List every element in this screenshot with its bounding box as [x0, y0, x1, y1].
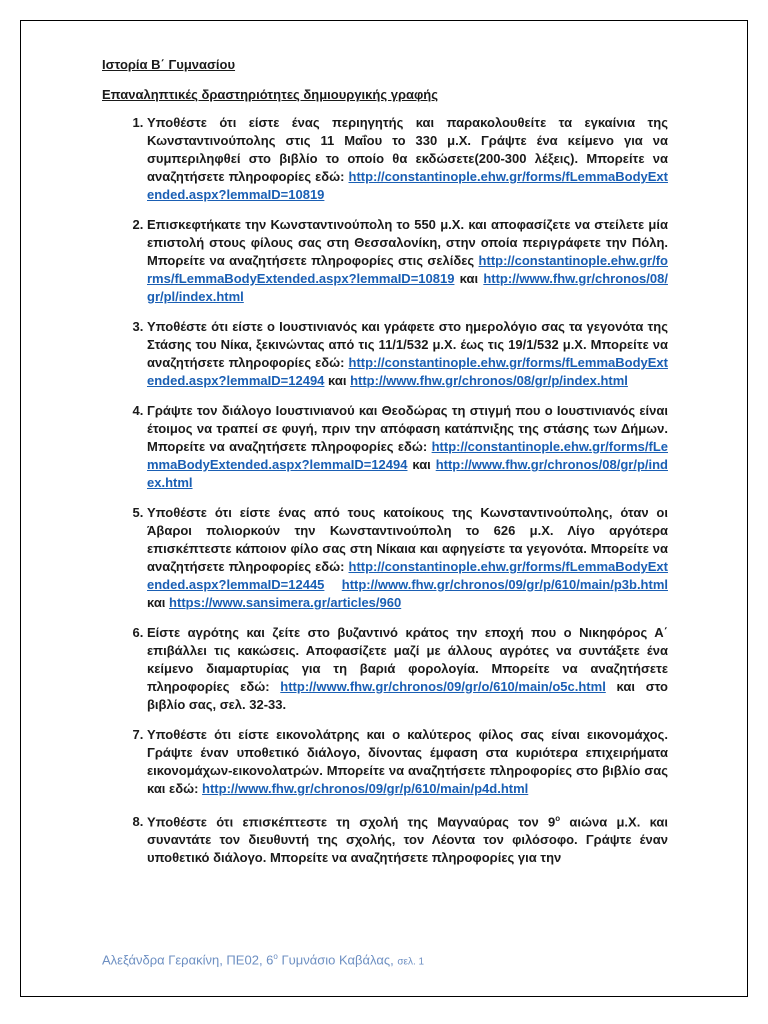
activity-item-1 — [147, 114, 668, 204]
activity-item-6 — [147, 624, 668, 714]
activity-link[interactable]: http://constantinople.ehw.gr/forms/fLemmaBodyExtended.aspx?lemmaID=10819 — [147, 169, 668, 202]
document-title: Ιστορία Β΄ Γυμνασίου — [102, 57, 236, 72]
activity-link[interactable]: https://www.sansimera.gr/articles/960 — [169, 595, 402, 610]
conjunction: και — [412, 457, 431, 472]
activity-link[interactable]: http://www.fhw.gr/chronos/09/gr/p/610/main/p3b.html — [341, 577, 668, 592]
activity-item-2 — [147, 216, 668, 306]
activity-link[interactable]: http://constantinople.ehw.gr/forms/fLemmaBodyExtended.aspx?lemmaID=12445 — [147, 559, 668, 592]
superscript: ο — [555, 814, 561, 823]
activity-tail: και στο βιβλίο σας, σελ. 32-33. — [147, 679, 668, 712]
activity-text: Υποθέστε ότι επισκέπτεστε τη σχολή της Μαγναύρας τον 9 — [147, 814, 556, 830]
superscript: ο — [273, 952, 278, 961]
footer-school: Γυμνάσιο Καβάλας, — [281, 952, 394, 968]
activity-link[interactable]: http://constantinople.ehw.gr/forms/fLemmaBodyExtended.aspx?lemmaID=10819 — [147, 253, 668, 286]
activity-item-5 — [147, 504, 668, 612]
activity-text: Είστε αγρότης και ζείτε στο βυζαντινό κράτος την εποχή που ο Νικηφόρος Α΄ επιβάλλει τις κακώσεις. Αποφασίζετε μαζί με άλλους αγρότες να συντάξετε ένα κείμενο διαμαρτυρίας για τη βαριά φορολογία. Μπορείτε να αναζητήσετε πληροφορίες εδώ: — [147, 625, 668, 694]
activity-link[interactable]: http://constantinople.ehw.gr/forms/fLemmaBodyExtended.aspx?lemmaID=12494 — [147, 439, 668, 472]
page-footer — [102, 952, 424, 967]
activity-item-7 — [147, 726, 668, 798]
activity-link[interactable]: http://www.fhw.gr/chronos/09/gr/p/610/main/p4d.html — [202, 781, 529, 796]
activity-text: Γράψτε τον διάλογο Ιουστινιανού και Θεοδώρας τη στιγμή που ο Ιουστινιανός είναι έτοιμος να τραπεί σε φυγή, πριν την απόφαση κατάπνιξης της στάσης των Δήμων. Μπορείτε να αναζητήσετε πληροφορίες εδώ: — [147, 403, 668, 454]
conjunction: και — [459, 271, 479, 286]
activity-list — [102, 114, 668, 867]
activity-text: Υποθέστε ότι είστε εικονολάτρης και ο καλύτερος φίλος σας είναι εικονομάχος. Γράψτε έναν υποθετικό διάλογο, δίνοντας έμφαση στα κυριότερα επιχειρήματα εικονομάχων-εικονολατρών. Μπορείτε να αναζητήσετε πληροφορίες στο βιβλίο σας και εδώ: — [147, 727, 668, 796]
activity-text: Υποθέστε ότι είστε ο Ιουστινιανός και γράφετε στο ημερολόγιο σας τα γεγονότα της Στάσης του Νίκα, ξεκινώντας από τις 11/1/532 μ.Χ. έως τις 19/1/532 μ.Χ. Μπορείτε να αναζητήσετε πληροφορίες εδώ: — [147, 319, 668, 370]
activity-item-8 — [147, 810, 668, 867]
activity-link[interactable]: http://www.fhw.gr/chronos/09/gr/o/610/main/o5c.html — [280, 679, 606, 694]
activity-text: Υποθέστε ότι είστε ένας περιηγητής και παρακολουθείτε τα εγκαίνια της Κωνσταντινούπολης στις 11 Μαΐου το 330 μ.Χ. Γράψτε ένα κείμενο για να συμπεριληφθεί στο βιβλίο το οποίο θα εκδώσετε(200-300 λέξεις). Μπορείτε να αναζητήσετε πληροφορίες εδώ: — [147, 115, 668, 184]
activity-item-4 — [147, 402, 668, 492]
activity-text: αιώνα μ.Χ. και συναντάτε τον διευθυντή της σχολής, τον Λέοντα τον φιλόσοφο. Γράψτε έναν υποθετικό διάλογο. Μπορείτε να αναζητήσετε πληροφορίες για την — [147, 814, 668, 866]
document-subtitle: Επαναληπτικές δραστηριότητες δημιουργικής γραφής — [102, 87, 438, 102]
document-body — [102, 56, 668, 879]
conjunction: και — [147, 595, 166, 610]
footer-author: Αλεξάνδρα Γερακίνη, ΠΕ02, 6 — [102, 952, 274, 968]
activity-link[interactable]: http://www.fhw.gr/chronos/08/gr/pl/index.html — [147, 271, 668, 304]
activity-text: Υποθέστε ότι είστε ένας από τους κατοίκους της Κωνσταντινούπολης, όταν οι Άβαροι πολιορκούν την Κωνσταντινούπολη το 626 μ.Χ. Λίγο αργότερα επισκέπτεστε κάποιον φίλο σας στη Νίκαια και αφηγείστε τα γεγονότα. Μπορείτε να αναζητήσετε πληροφορίες εδώ: — [147, 505, 668, 574]
activity-link[interactable]: http://constantinople.ehw.gr/forms/fLemmaBodyExtended.aspx?lemmaID=12494 — [147, 355, 668, 388]
activity-item-3 — [147, 318, 668, 390]
activity-link[interactable]: http://www.fhw.gr/chronos/08/gr/p/index.html — [147, 457, 668, 490]
page-number: σελ. 1 — [397, 956, 425, 968]
activity-text: Επισκεφτήκατε την Κωνσταντινούπολη το 550 μ.Χ. και αποφασίζετε να στείλετε μία επιστολή στους φίλους σας στη Θεσσαλονίκη, στην οποία περιγράφετε την Πόλη. Μπορείτε να αναζητήσετε πληροφορίες στις σελίδες — [147, 217, 668, 268]
activity-link[interactable]: http://www.fhw.gr/chronos/08/gr/p/index.html — [350, 373, 628, 388]
conjunction: και — [328, 373, 347, 388]
